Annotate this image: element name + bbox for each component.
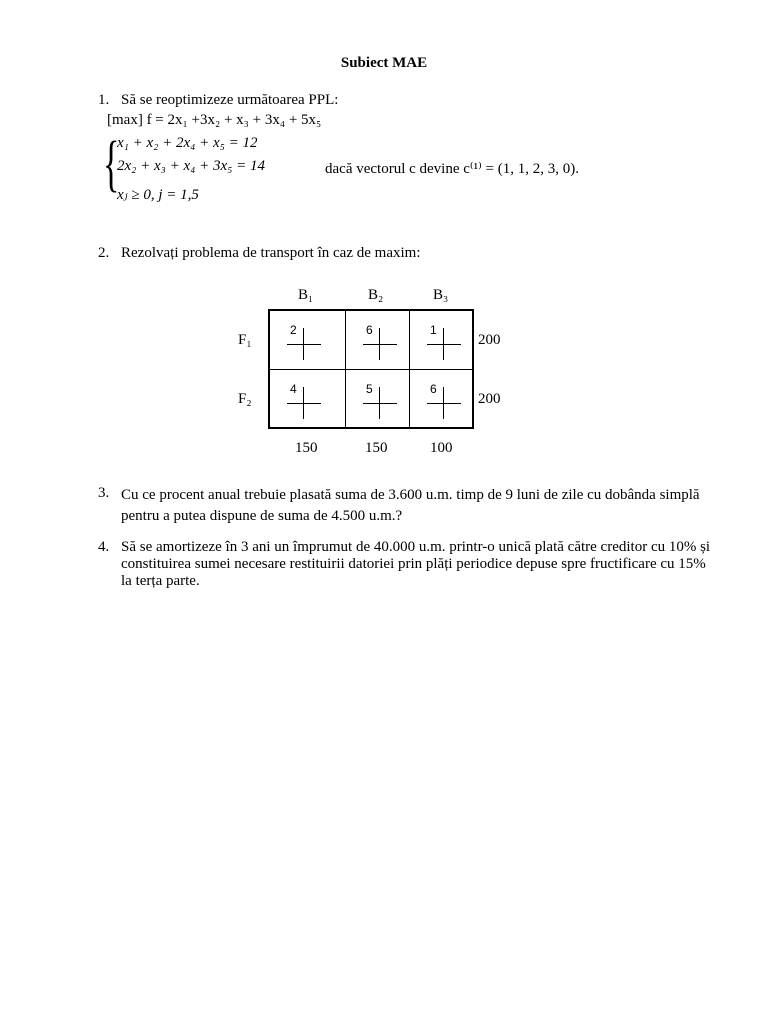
allocation-cross [379,387,380,419]
q1-constraint-2: 2x₂ + x₃ + x₄ + 3x₅ = 14 [117,158,265,174]
col-header-b3: B₃ [433,287,449,303]
allocation-cross [363,403,397,404]
q3-number: 3. [98,485,110,501]
q1-objective: [max] f = 2x₁ +3x₂ + x₃ + 3x₄ + 5x₅ [107,112,322,128]
allocation-cross [363,344,397,345]
q3-text: Cu ce procent anual trebuie plasată suma de 3.600 u.m. timp de 9 luni de zile cu dobânda simplă pentru a putea dispune de suma de 4.500 u.m.? [121,487,700,524]
q1-constraint-3: xⱼ ≥ 0, j = 1,5 [117,187,199,203]
table-cell [345,369,410,428]
cost-value: 1 [430,323,437,337]
row-header-f1: F₁ [238,332,252,348]
allocation-cross [379,328,380,360]
system-brace: { [103,130,120,198]
q2-text: Rezolvați problema de transport în caz de maxim: [121,245,421,261]
allocation-cross [303,328,304,360]
allocation-cross [303,387,304,419]
row-header-f2: F₂ [238,391,252,407]
q1-condition: dacă vectorul c devine c⁽¹⁾ = (1, 1, 2, 3, 0). [325,161,579,177]
demand-b3: 100 [430,440,453,456]
q4-text: Să se amortizeze în 3 ani un împrumut de 40.000 u.m. printr-o unică plată către creditor cu 10% și constituirea sumei necesare restituirii datoriei prin plăți periodice depuse spre fructificare cu 15% la terța parte. [121,539,711,589]
page-title: Subiect MAE [340,55,428,71]
table-cell [269,369,346,428]
table-cell [409,310,473,370]
cost-value: 6 [366,323,373,337]
q4-number: 4. [98,539,110,555]
allocation-cross [443,328,444,360]
table-cell [269,310,346,370]
col-header-b1: B₁ [298,287,314,303]
demand-b1: 150 [295,440,318,456]
q1-number: 1. [98,92,110,108]
cost-value: 2 [290,323,297,337]
allocation-cross [287,344,321,345]
supply-f2: 200 [478,391,501,407]
col-header-b2: B₂ [368,287,384,303]
cost-value: 4 [290,382,297,396]
allocation-cross [287,403,321,404]
table-cell [409,369,473,428]
table-cell [345,310,410,370]
allocation-cross [427,344,461,345]
q2-number: 2. [98,245,110,261]
cost-value: 5 [366,382,373,396]
q1-text: Să se reoptimizeze următoarea PPL: [121,92,339,108]
transport-table [268,309,474,429]
cost-value: 6 [430,382,437,396]
q1-constraint-1: x₁ + x₂ + 2x₄ + x₅ = 12 [117,135,258,151]
supply-f1: 200 [478,332,501,348]
demand-b2: 150 [365,440,388,456]
allocation-cross [427,403,461,404]
allocation-cross [443,387,444,419]
